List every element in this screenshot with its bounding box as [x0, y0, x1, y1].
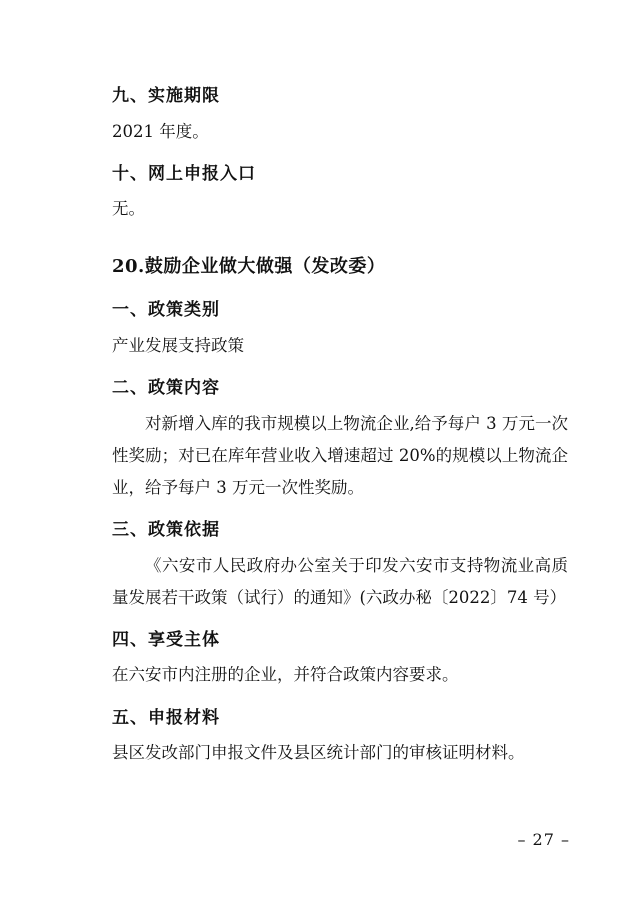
paragraph-policy-content: 对新增入库的我市规模以上物流企业,给予每户 3 万元一次性奖励；对已在库年营业收入增速超过 20%的规模以上物流企业，给予每户 3 万元一次性奖励。 — [112, 413, 568, 497]
heading-policy-content: 二、政策内容 — [112, 378, 220, 399]
paragraph-policy-basis: 《六安市人民政府办公室关于印发六安市支持物流业高质量发展若干政策（试行）的通知》(六政办秘〔2022〕74 号） — [112, 555, 568, 607]
paragraph-online-application-entry: 无。 — [112, 199, 145, 219]
heading-implementation-period: 九、实施期限 — [112, 86, 220, 106]
section-title-policy-20: 20.鼓励企业做大做强（发改委） — [112, 256, 386, 278]
page-number: – 27 – — [517, 830, 570, 849]
heading-eligible-subject: 四、享受主体 — [112, 629, 220, 650]
heading-policy-category: 一、政策类别 — [112, 300, 220, 321]
paragraph-policy-category: 产业发展支持政策 — [112, 335, 244, 355]
paragraph-implementation-period: 2021 年度。 — [112, 121, 209, 141]
paragraph-eligible-subject: 在六安市内注册的企业，并符合政策内容要求。 — [112, 665, 459, 685]
heading-policy-basis: 三、政策依据 — [112, 520, 220, 541]
heading-application-materials: 五、申报材料 — [112, 707, 220, 728]
document-body — [78, 74, 568, 773]
paragraph-application-materials: 县区发改部门申报文件及县区统计部门的审核证明材料。 — [112, 743, 525, 763]
heading-online-application-entry: 十、网上申报入口 — [112, 163, 256, 184]
